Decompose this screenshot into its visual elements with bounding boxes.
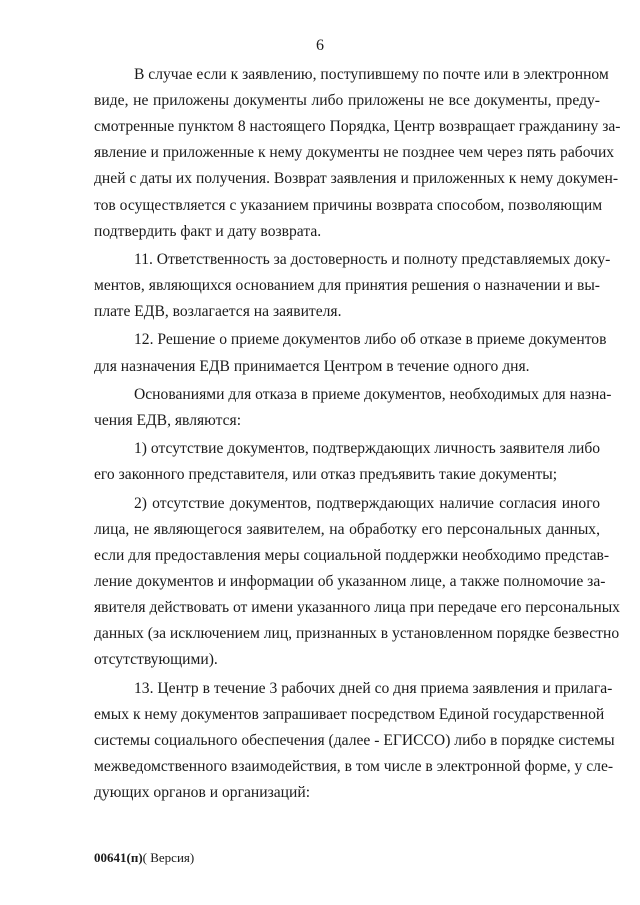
footer xyxy=(94,850,194,866)
text-line: ление документов и информации об указанном лице, а также полномочие за- xyxy=(94,572,606,590)
text-line: тов осуществляется с указанием причины возврата способом, позволяющим xyxy=(94,196,603,214)
text-line: системы социального обеспечения (далее - ЕГИССО) либо в порядке системы xyxy=(94,731,615,749)
text-line: 1) отсутствие документов, подтверждающих личность заявителя либо xyxy=(134,440,601,458)
text-line: емых к нему документов запрашивает посредством Единой государственной xyxy=(94,705,605,723)
footer-code: 00641(п) xyxy=(94,850,143,865)
text-line: смотренные пунктом 8 настоящего Порядка, Центр возвращает гражданину за- xyxy=(94,118,621,136)
text-line: дней с даты их получения. Возврат заявления и приложенных к нему докумен- xyxy=(94,170,619,188)
text-line: явителя действовать от имени указанного лица при передаче его персональных xyxy=(94,599,620,616)
text-line: межведомственного взаимодействия, в том числе в электронной форме, у сле- xyxy=(94,757,614,775)
text-line: лица, не являющегося заявителем, на обработку его персональных данных, xyxy=(94,520,600,538)
page-number: 6 xyxy=(316,37,324,54)
text-line: 2) отсутствие документов, подтверждающих наличие согласия иного xyxy=(134,494,600,512)
text-line: его законного представителя, или отказ предъявить такие документы; xyxy=(94,466,558,484)
text-line: ментов, являющихся основанием для принятия решения о назначении и вы- xyxy=(94,277,600,294)
text-line: данных (за исключением лиц, признанных в установленном порядке безвестно xyxy=(94,625,620,643)
text-line: Основаниями для отказа в приеме документов, необходимых для назна- xyxy=(134,385,612,403)
text-line: явление и приложенные к нему документы не позднее чем через пять рабочих xyxy=(94,144,615,162)
text-line: если для предоставления меры социальной поддержки необходимо представ- xyxy=(94,546,610,564)
text-line: 12. Решение о приеме документов либо об отказе в приеме документов xyxy=(134,331,607,349)
text-line: подтвердить факт и дату возврата. xyxy=(94,222,322,240)
footer-version: ( Версия) xyxy=(142,850,195,865)
text-line: дующих органов и организаций: xyxy=(94,783,311,801)
text-line: виде, не приложены документы либо приложены не все документы, преду- xyxy=(94,92,600,110)
text-line: 11. Ответственность за достоверность и полноту представляемых доку- xyxy=(134,250,611,268)
text-line: В случае если к заявлению, поступившему по почте или в электронном xyxy=(134,66,609,83)
text-line: чения ЕДВ, являются: xyxy=(94,411,242,429)
text-line: 13. Центр в течение 3 рабочих дней со дня приема заявления и прилага- xyxy=(134,679,613,697)
text-line: для назначения ЕДВ принимается Центром в течение одного дня. xyxy=(94,357,530,375)
text-line: плате ЕДВ, возлагается на заявителя. xyxy=(94,303,342,321)
text-line: отсутствующими). xyxy=(94,651,218,669)
